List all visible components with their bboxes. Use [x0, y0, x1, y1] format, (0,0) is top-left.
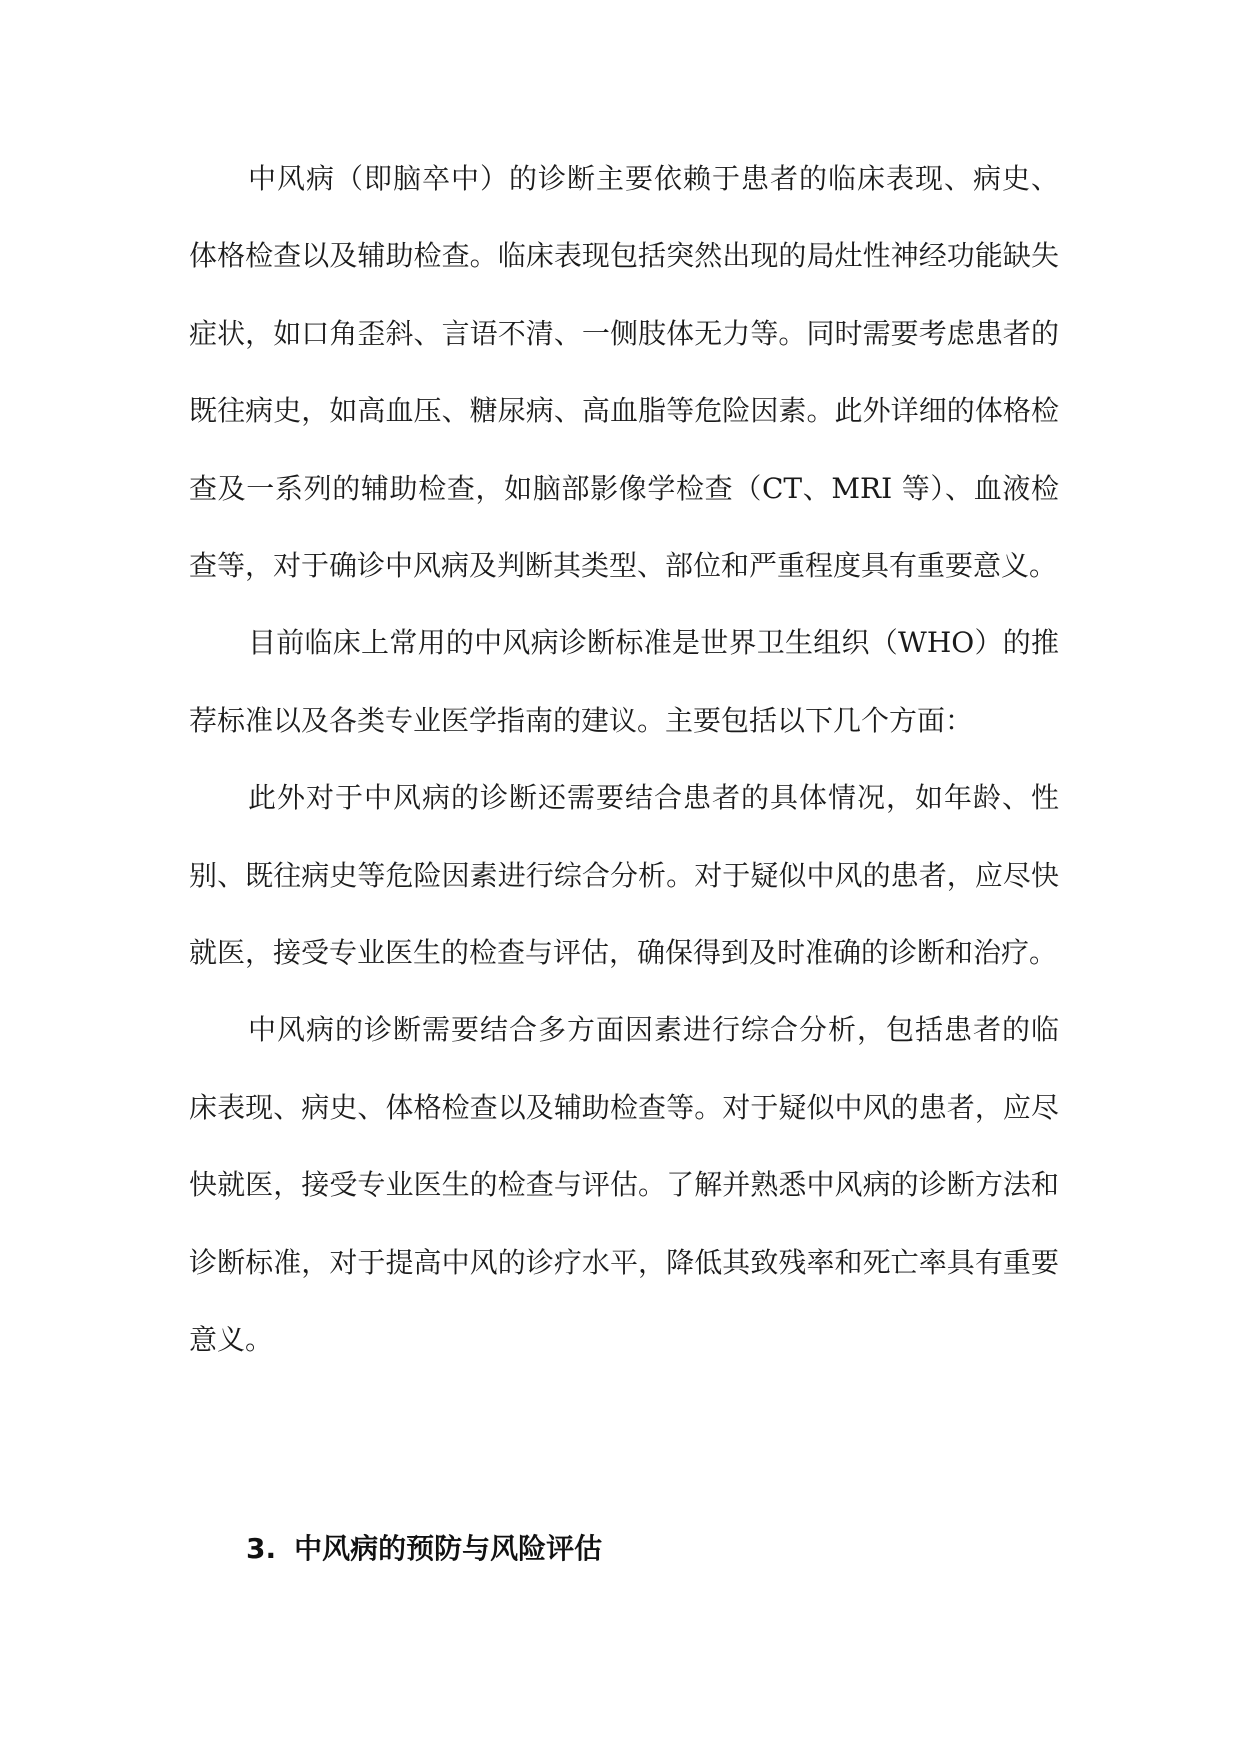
paragraph-diagnosis-standards: 目前临床上常用的中风病诊断标准是世界卫生组织（WHO）的推荐标准以及各类专业医学指南的建议。主要包括以下几个方面： [189, 626, 1059, 737]
paragraph-summary: 中风病的诊断需要结合多方面因素进行综合分析，包括患者的临床表现、病史、体格检查以及辅助检查等。对于疑似中风的患者，应尽快就医，接受专业医生的检查与评估。了解并熟悉中风病的诊断方法和诊断标准，对于提高中风的诊疗水平，降低其致残率和死亡率具有重要意义。 [189, 1013, 1059, 1357]
paragraph-diagnosis-basis: 中风病（即脑卒中）的诊断主要依赖于患者的临床表现、病史、体格检查以及辅助检查。临床表现包括突然出现的局灶性神经功能缺失症状，如口角歪斜、言语不清、一侧肢体无力等。同时需要考虑患者的既往病史，如高血压、糖尿病、高血脂等危险因素。此外详细的体格检查及一系列的辅助检查，如脑部影像学检查（CT、MRI 等）、血液检查等，对于确诊中风病及判断其类型、部位和严重程度具有重要意义。 [189, 162, 1059, 583]
section-heading [246, 1529, 602, 1569]
document-body [189, 140, 1059, 1379]
section-title: 中风病的预防与风险评估 [294, 1532, 603, 1565]
paragraph-individual-analysis: 此外对于中风病的诊断还需要结合患者的具体情况，如年龄、性别、既往病史等危险因素进行综合分析。对于疑似中风的患者，应尽快就医，接受专业医生的检查与评估，确保得到及时准确的诊断和治疗。 [189, 781, 1059, 970]
section-number: 3. [246, 1532, 277, 1565]
